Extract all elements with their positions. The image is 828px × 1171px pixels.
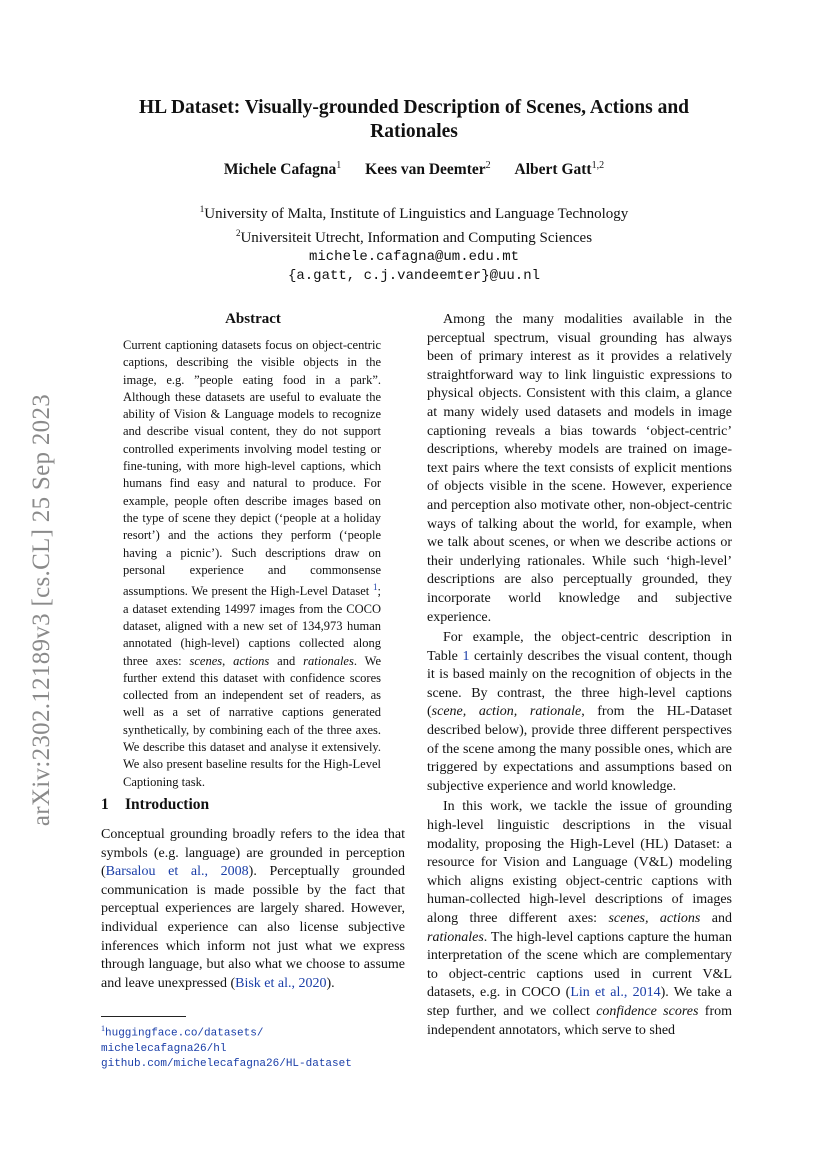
footnote-link[interactable]: github.com/michelecafagna26/HL-dataset [101, 1057, 352, 1070]
affiliation: $^1$University of Malta, Institute of Linguistics and Language Technology [199, 204, 629, 222]
author-list [100, 160, 728, 179]
affiliations [100, 200, 728, 286]
footnote: $^1$huggingface.co/datasets/ michelecafagna26/hl github.com/michelecafagna26/HL-dataset [101, 1021, 411, 1072]
introduction-paragraph: Conceptual grounding broadly refers to the idea that symbols (e.g. language) are grounded in perception (Barsalou et al., 2008). Perceptually grounded communication is made possible by the fact that perceptual experiences are largely shared. However, individual experience can also license subjective inferences which inform not just what we express through language, but also what we choose to assume and leave unexpressed (Bisk et al., 2020). [101, 827, 405, 991]
author: Kees van Deemter$^2$ [365, 160, 491, 179]
paragraph: In this work, we tackle the issue of grounding high-level linguistic descriptions in the visual modality, proposing the High-Level (HL) Dataset: a resource for Vision and Language (V&L) modeling which aligns existing object-centric captions with human-collected high-level descriptions of images along three different axes: scenes, actions and rationales. The high-level captions capture the human interpretation of the scene which are complementary to object-centric captions used in current V&L datasets, e.g. in COCO (Lin et al., 2014). We take a step further, and we collect confidence scores from independent annotators, which serve to shed [427, 799, 733, 1038]
arxiv-identifier: arXiv:2302.12189v3 [cs.CL] 25 Sep 2023 [28, 393, 55, 827]
author: Albert Gatt$^{1,2}$ [514, 160, 605, 179]
footnote-link[interactable]: huggingface.co/datasets/ [105, 1027, 264, 1040]
arxiv-sidebar-stamp [22, 360, 62, 860]
email: {a.gatt, c.j.vandeemter}@uu.nl [287, 268, 541, 284]
paragraph: Among the many modalities available in the perceptual spectrum, visual grounding has always been of primary interest as it provides a relatively straightforward way to link linguistic expressions to physical objects. Consistent with this claim, a glance at many widely used datasets and models in image captioning reveals a bias towards ‘object-centric’ descriptions, whereby models are trained on image-text pairs where the text consists of explicit mentions of objects visible in the scene. However, experience and perception also motivate other, non-object-centric ways of talking about the world, for example, when we talk about scenes, or when we describe actions or their underlying rationales. While such ‘high-level’ descriptions are also perceptually grounded, they incorporate world knowledge and subjective experience. [427, 312, 732, 625]
citation-link[interactable]: Barsalou et al., 2008 [105, 864, 249, 880]
footnote-divider [101, 1016, 186, 1017]
footnote-ref[interactable]: 1 [373, 582, 378, 593]
author: Michele Cafagna$^1$ [223, 160, 342, 179]
citation-link[interactable]: Lin et al., 2014 [570, 985, 661, 1001]
abstract-heading: Abstract [225, 311, 281, 327]
section-heading-introduction: 1 Introduction [101, 796, 210, 813]
email: michele.cafagna@um.edu.mt [308, 249, 520, 265]
abstract-body: Current captioning datasets focus on object-centric captions, describing the visible objects in the image, e.g. ”people eating food in a park”. Although these datasets are useful to evaluate the ability of Vision & Language models to recognize and describe visual content, they do not support controlled experiments involving model testing or fine-tuning, with more high-level captions, which humans find easy and natural to produce. For example, people often describe images based on the type of scene they depict (‘people at a holiday resort’) and the actions they perform (‘people having a picnic’). Such descriptions draw on personal experience and commonsense assumptions. We present the High-Level Dataset $^1$; a dataset extending 14997 images from the COCO dataset, aligned with a new set of 134,973 human annotated (high-level) captions collected along three axes: scenes, actions and rationales. We further extend this dataset with confidence scores collected from an independent set of readers, as well as a set of narrative captions generated synthetically, by combining each of the three axes. We describe this dataset and analyse it extensively. We also present baseline results for the High-Level Captioning task. [123, 338, 381, 789]
footnote-link[interactable]: michelecafagna26/hl [101, 1042, 227, 1055]
paragraph: For example, the object-centric description in Table 1 certainly describes the visual content, though it is based mainly on the recognition of objects in the scene. By contrast, the three high-level captions (scene, action, rationale, from the HL-Dataset described below), provide three different perspectives of the scene among the many possible ones, which are triggered by expectations and assumptions based on subjective experience and world knowledge. [427, 630, 732, 794]
affiliation: $^2$Universiteit Utrecht, Information and Computing Sciences [235, 228, 593, 246]
paper-title: HL Dataset: Visually-grounded Description of Scenes, Actions and Rationales [138, 97, 690, 142]
right-column [427, 311, 732, 1040]
table-ref-link[interactable]: 1 [462, 648, 470, 664]
citation-link[interactable]: Bisk et al., 2020 [235, 975, 327, 991]
